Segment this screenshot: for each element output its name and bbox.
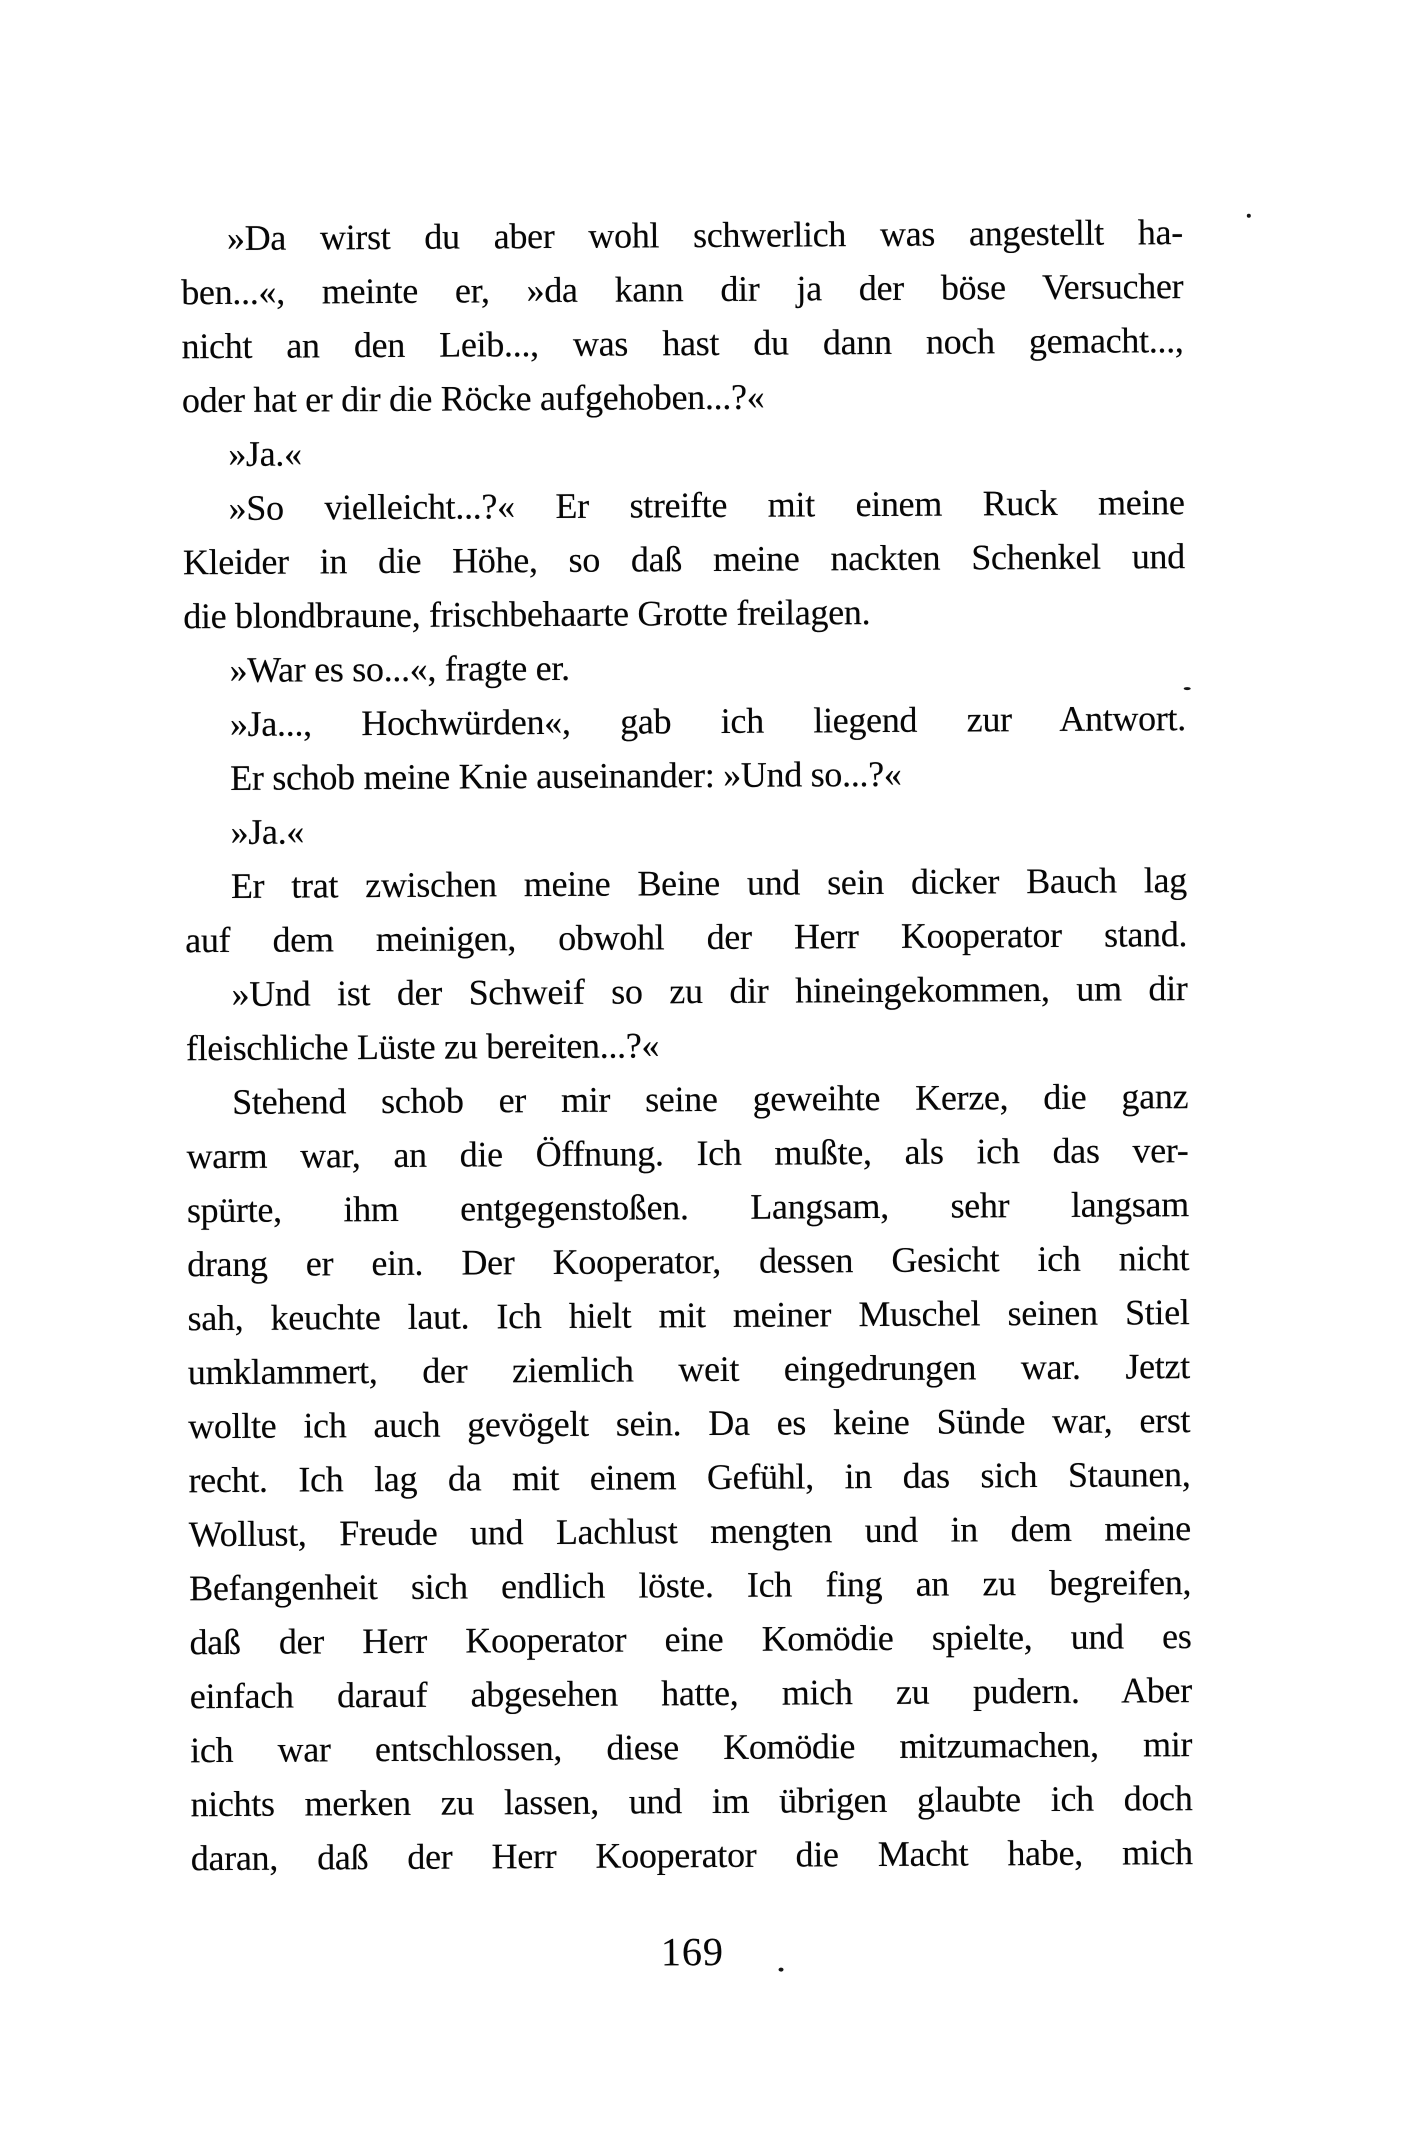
- text-line: Er trat zwischen meine Beine und sein dicker Bauch lag: [230, 860, 1187, 906]
- text-block: [181, 205, 1193, 1885]
- scan-speck-artifact: [1184, 687, 1191, 690]
- text-line: sah, keuchte laut. Ich hielt mit meiner Muschel seinen Stiel: [187, 1292, 1190, 1339]
- text-line: nichts merken zu lassen, und im übrigen glaubte ich doch: [190, 1778, 1193, 1825]
- text-line: Er schob meine Knie auseinander: »Und so...?«: [230, 753, 902, 798]
- text-line: ben...«, meinte er, »da kann dir ja der böse Versucher: [181, 266, 1184, 313]
- text-line: Befangenheit sich endlich löste. Ich fing an zu begreifen,: [189, 1562, 1192, 1609]
- text-line: ich war entschlossen, diese Komödie mitzumachen, mir: [190, 1724, 1193, 1771]
- text-line: »War es so...«, fragte er.: [229, 647, 570, 690]
- text-line: drang er ein. Der Kooperator, dessen Gesicht ich nicht: [187, 1238, 1190, 1285]
- text-line: wollte ich auch gevögelt sein. Da es keine Sünde war, erst: [188, 1400, 1191, 1447]
- text-line: warm war, an die Öffnung. Ich mußte, als ich das ver-: [186, 1130, 1189, 1177]
- text-line: einfach darauf abgesehen hatte, mich zu pudern. Aber: [189, 1670, 1192, 1717]
- text-line: oder hat er dir die Röcke aufgehoben...?«: [181, 376, 765, 421]
- text-line: Wollust, Freude und Lachlust mengten und in dem meine: [188, 1508, 1191, 1555]
- text-line: daran, daß der Herr Kooperator die Macht habe, mich: [190, 1832, 1193, 1879]
- text-line: recht. Ich lag da mit einem Gefühl, in das sich Staunen,: [188, 1454, 1191, 1501]
- text-line: Stehend schob er mir seine geweihte Kerze, die ganz: [232, 1076, 1189, 1122]
- text-line: spürte, ihm entgegenstoßen. Langsam, sehr langsam: [186, 1184, 1189, 1231]
- text-line: »Und ist der Schweif so zu dir hineingekommen, um dir: [231, 968, 1188, 1014]
- text-line: daß der Herr Kooperator eine Komödie spielte, und es: [189, 1616, 1192, 1663]
- text-line: »Da wirst du aber wohl schwerlich was angestellt ha-: [226, 212, 1184, 258]
- text-line: auf dem meinigen, obwohl der Herr Kooperator stand.: [185, 914, 1188, 961]
- text-line: umklammert, der ziemlich weit eingedrungen war. Jetzt: [187, 1346, 1190, 1393]
- text-line: »So vielleicht...?« Er streifte mit einem Ruck meine: [228, 482, 1185, 528]
- page-number: 169: [660, 1928, 725, 1975]
- text-line: »Ja.«: [228, 433, 302, 474]
- scan-speck-artifact: [1247, 214, 1251, 218]
- text-line: die blondbraune, frischbehaarte Grotte freilagen.: [183, 592, 871, 637]
- text-line: Kleider in die Höhe, so daß meine nackten Schenkel und: [182, 536, 1186, 583]
- text-line: fleischliche Lüste zu bereiten...?«: [185, 1025, 660, 1069]
- text-line: nicht an den Leib..., was hast du dann noch gemacht...,: [181, 320, 1184, 367]
- text-line: »Ja.«: [230, 811, 305, 852]
- text-line: »Ja..., Hochwürden«, gab ich liegend zur Antwort.: [229, 698, 1187, 744]
- scan-speck-artifact: [779, 1968, 784, 1972]
